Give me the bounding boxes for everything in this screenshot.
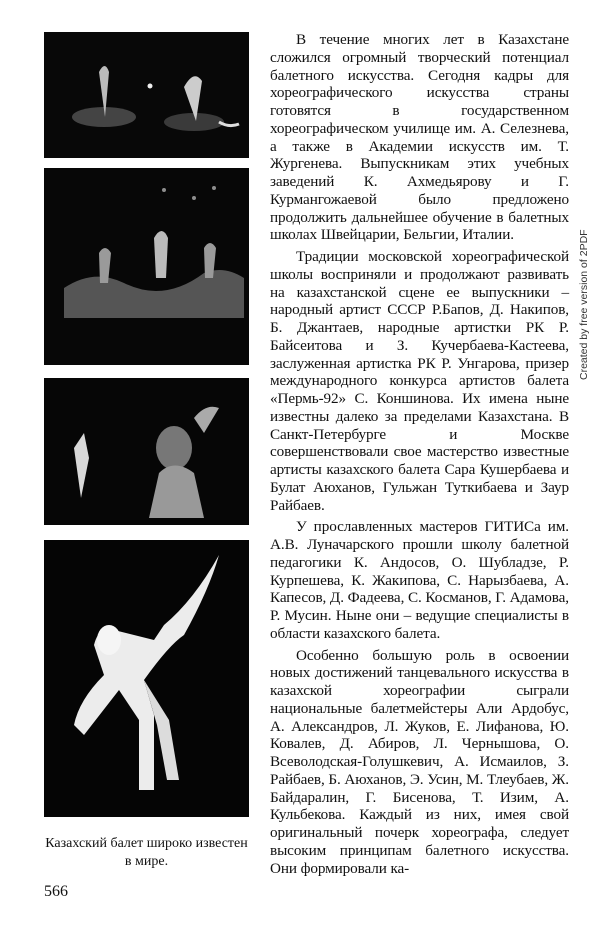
ballet-photo-icon [44,540,249,817]
paragraph: Традиции московской хореографической школы восприняли и продолжают развивать на казахстанской сцене ее выпускники – народный артист СССР Р.Бапов, Д. Накипов, Б. Джантаев, народные артистки РК Р. Байсеитова и З. Кучербаева-Кастеева, заслуженная артистка РК Р. Унгарова, призер международного конкурса артистов балета «Пермь-92» С. Коншинова. Их имена ныне известны далеко за пределами Казахстана. В Санкт-Петербурге и Москве совершенствовали свое мастерство известные артисты казахского балета Сара Кушербаева и Булат Аюханов, Гульжан Туткибаева и Заур Райбаев. [270,248,569,514]
ballet-photo-icon [44,32,249,158]
page-number: 566 [44,883,68,900]
paragraph: У прославленных мастеров ГИТИСа им. А.В. Луначарского прошли школу балетной педагогики К. Андосов, О. Шубладзе, Р. Курпешева, К. Жакипова, С. Нарызбаева, А. Капесов, Д. Фадеева, С. Косманов, Г. Адамова, Р. Мусин. Ныне они – ведущие специалисты в области казахского балета. [270,518,569,642]
ballet-photo-4 [44,540,249,817]
ballet-photo-icon [44,378,249,525]
paragraph: Особенно большую роль в освоении новых достижений танцевального искусства в казахской хореографии сыграли национальные балетмейстеры Али Ардобус, А. Александров, Л. Жуков, Е. Лифанова, Ю. Ковалев, Д. Абиров, Л. Чернышова, О. Всеволодская-Голушкевич, А. Исмаилов, З. Райбаев, Б. Аюханов, Э. Усин, М. Тлеубаев, Ж. Байдаралин, Г. Бисенова, Т. Изим, А. Кульбекова. Каждый из них, имея свой оригинальный почерк хореографа, следует высоким принципам балетного искусства. Они формировали ка- [270,646,569,877]
body-text-column [270,31,569,877]
photo-caption: Казахский балет широко известен в мире. [45,836,248,869]
paragraph: В течение многих лет в Казахстане сложился огромный творческий потенциал балетного искусства. Сегодня кадры для хореографического искусства страны готовятся в государственном хореографическом училище им. А. Селезнева, а также в Академии искусств им. Т. Жургенева. Выпускникам этих учебных заведений К. Ахмедьярову и Г. Курмангожаевой было предложено продолжить дальнейшее обучение в балетных школах Швейцарии, Бельгии, Италии. [270,31,569,244]
ballet-photo-2 [44,168,249,365]
watermark-text: Created by free version of 2PDF [578,229,590,380]
ballet-photo-1 [44,32,249,158]
ballet-photo-icon [44,168,249,365]
ballet-photo-3 [44,378,249,525]
